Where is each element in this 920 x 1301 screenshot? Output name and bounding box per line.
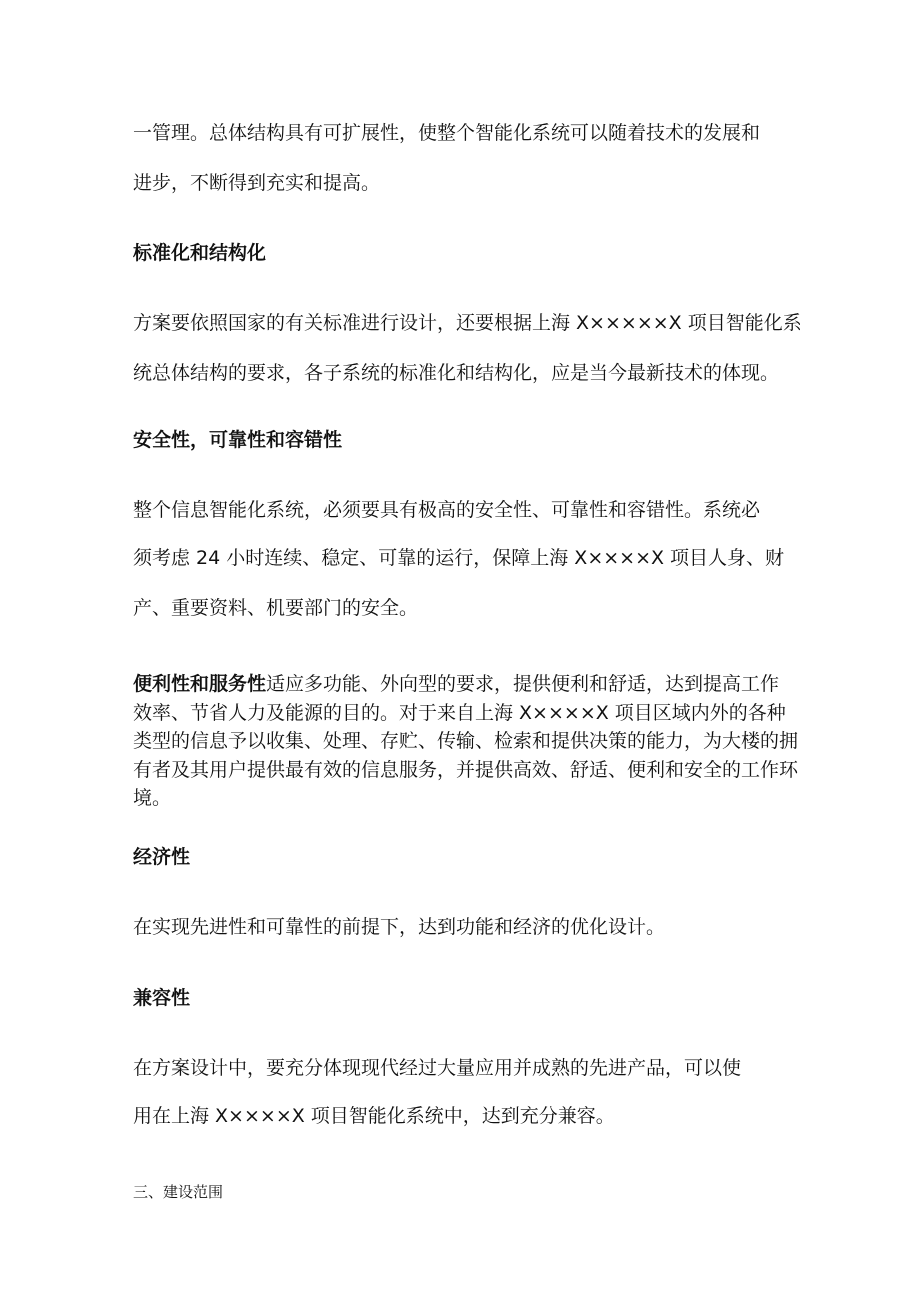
- paragraph-line: 统总体结构的要求，各子系统的标准化和结构化，应是当今最新技术的体现。: [133, 362, 780, 384]
- inline-heading-convenience: 便利性和服务性: [133, 673, 267, 695]
- section-heading-compatibility: 兼容性: [133, 987, 191, 1009]
- paragraph-line: 进步，不断得到充实和提高。: [133, 172, 381, 194]
- paragraph-line: 须考虑 24 小时连续、稳定、可靠的运行，保障上海 X××××X 项目人身、财: [133, 547, 785, 569]
- paragraph-line: 整个信息智能化系统，必须要具有极高的安全性、可靠性和容错性。系统必: [133, 499, 761, 521]
- paragraph-convenience: [133, 670, 798, 813]
- paragraph-line: 用在上海 X××××X 项目智能化系统中，达到充分兼容。: [133, 1105, 615, 1127]
- section-heading-standardization: 标准化和结构化: [133, 242, 267, 264]
- paragraph-line: 在方案设计中，要充分体现现代经过大量应用并成熟的先进产品，可以使: [133, 1057, 742, 1079]
- next-section-title: 三、建设范围: [133, 1183, 224, 1201]
- section-heading-safety: 安全性，可靠性和容错性: [133, 429, 343, 451]
- paragraph-line: 产、重要资料、机要部门的安全。: [133, 597, 419, 619]
- paragraph-line: 在实现先进性和可靠性的前提下，达到功能和经济的优化设计。: [133, 916, 666, 938]
- paragraph-line: 一管理。总体结构具有可扩展性，使整个智能化系统可以随着技术的发展和: [133, 122, 761, 144]
- paragraph-line: 方案要依照国家的有关标准进行设计，还要根据上海 X×××××X 项目智能化系: [133, 312, 802, 334]
- paragraph-convenience-body: 适应多功能、外向型的要求，提供便利和舒适，达到提高工作效率、节省人力及能源的目的。对于来自上海 X××××X 项目区域内外的各种类型的信息予以收集、处理、存贮、传输、检索和提供决策的能力，为大楼的拥有者及其用户提供最有效的信息服务，并提供高效、舒适、便利和安全的工作环境。: [133, 673, 799, 809]
- section-heading-economy: 经济性: [133, 846, 191, 868]
